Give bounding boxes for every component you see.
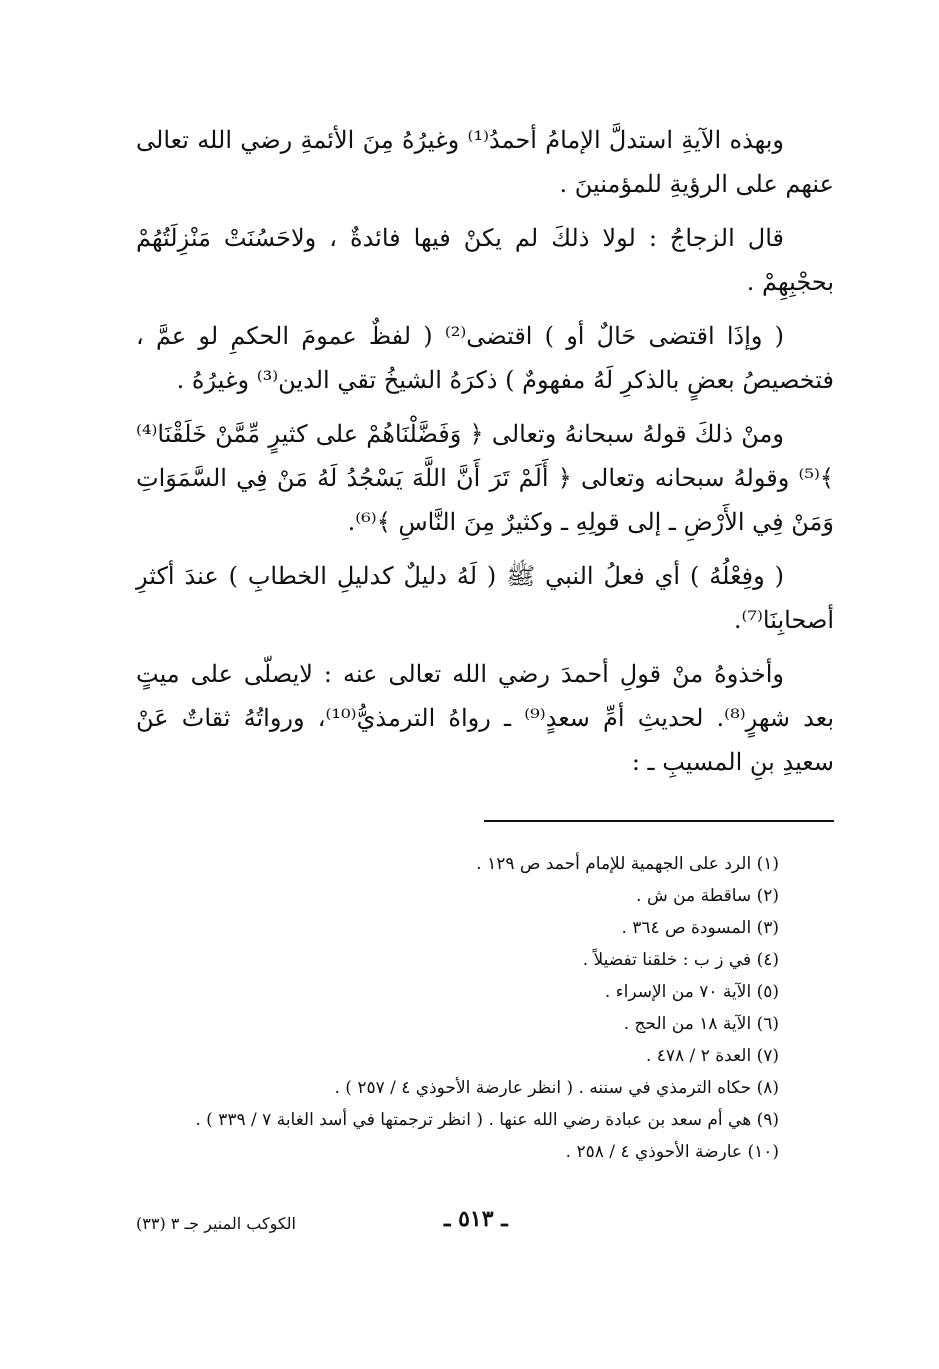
footnote: (٢) ساقطة من ش . [636,886,779,906]
footnote: (٨) حكاه الترمذي في سننه . ( انظر عارضة الأحوذي ٤ / ٢٥٧ ) . [334,1078,779,1098]
paragraph-6: وأخذوهُ منْ قولِ أحمدَ رضي الله تعالى عنه : لايصلّى على ميتٍ بعد شهرٍ⁽⁸⁾. لحديثِ أمِّ سعدٍ⁽⁹⁾ ـ رواهُ الترمذيُّ⁽¹⁰⁾، ورواتُهُ ثقاتٌ عَنْ سعيدِ بنِ المسيبِ ـ : [136,660,835,776]
footnote: (٩) هي أم سعد بن عبادة رضي الله عنها . ( انظر ترجمتها في أسد الغابة ٧ / ٣٣٩ ) . [195,1110,779,1130]
paragraph-4: ومنْ ذلكَ قولهُ سبحانهُ وتعالى ﴿ وَفَضَّلْنَاهُمْ على كثيرٍ مِّمَّنْ خَلَقْنَا⁽⁴⁾ ﴾⁽⁵⁾ وقولهُ سبحانه وتعالى ﴿ أَلَمْ تَرَ أَنَّ اللَّهَ يَسْجُدُ لَهُ مَنْ فِي السَّمَوَاتِ وَمَنْ فِي الأَرْضِ ـ إلى قولِهِ ـ وكثيرٌ مِنَ النَّاسِ ﴾⁽⁶⁾. [136,420,834,536]
footnote: (١) الرد على الجهمية للإمام أحمد ص ١٢٩ . [476,854,779,874]
footnote: (٦) الآية ١٨ من الحج . [623,1014,779,1034]
footnote: (٥) الآية ٧٠ من الإسراء . [604,982,779,1002]
footnote: (٤) في ز ب : خلقنا تفضيلاً . [582,950,779,970]
footnotes-list [139,848,779,1168]
paragraph-3: ( وإذَا اقتضى حَالٌ أو ) اقتضى⁽²⁾ ( لفظٌ عمومَ الحكمِ لو عمَّ ، فتخصيصُ بعضٍ بالذكرِ لَهُ مفهومٌ ) ذكرَهُ الشيخُ تقي الدين⁽³⁾ وغيرُهُ . [136,322,834,394]
main-text [136,118,834,794]
paragraph-1: وبهذه الآيةِ استدلَّ الإمامُ أحمدُ⁽¹⁾ وغيرُهُ مِنَ الأئمةِ رضي الله تعالى عنهم على الرؤيةِ للمؤمنينَ . [136,126,834,198]
paragraph-2: قال الزجاجُ : لولا ذلكَ لم يكنْ فيها فائدةٌ ، ولاحَسُنَتْ مَنْزِلَتُهُمْ بحجْبِهِمْ . [136,224,834,296]
page-number: ـ ٥١٣ ـ [444,1206,508,1232]
book-title-footer: الكوكب المنير جـ ٣ (٣٣) [136,1214,296,1233]
footnote: (٧) العدة ٢ / ٤٧٨ . [645,1046,779,1066]
footnote: (١٠) عارضة الأحوذي ٤ / ٢٥٨ . [565,1142,779,1162]
paragraph-5: ( وفِعْلُهُ ) أي فعلُ النبي ﷺ ( لَهُ دليلٌ كدليلِ الخطابِ ) عندَ أكثرِ أصحابِنَا⁽⁷⁾. [136,562,834,634]
footnote-divider [484,820,834,822]
footnote: (٣) المسودة ص ٣٦٤ . [621,918,779,938]
